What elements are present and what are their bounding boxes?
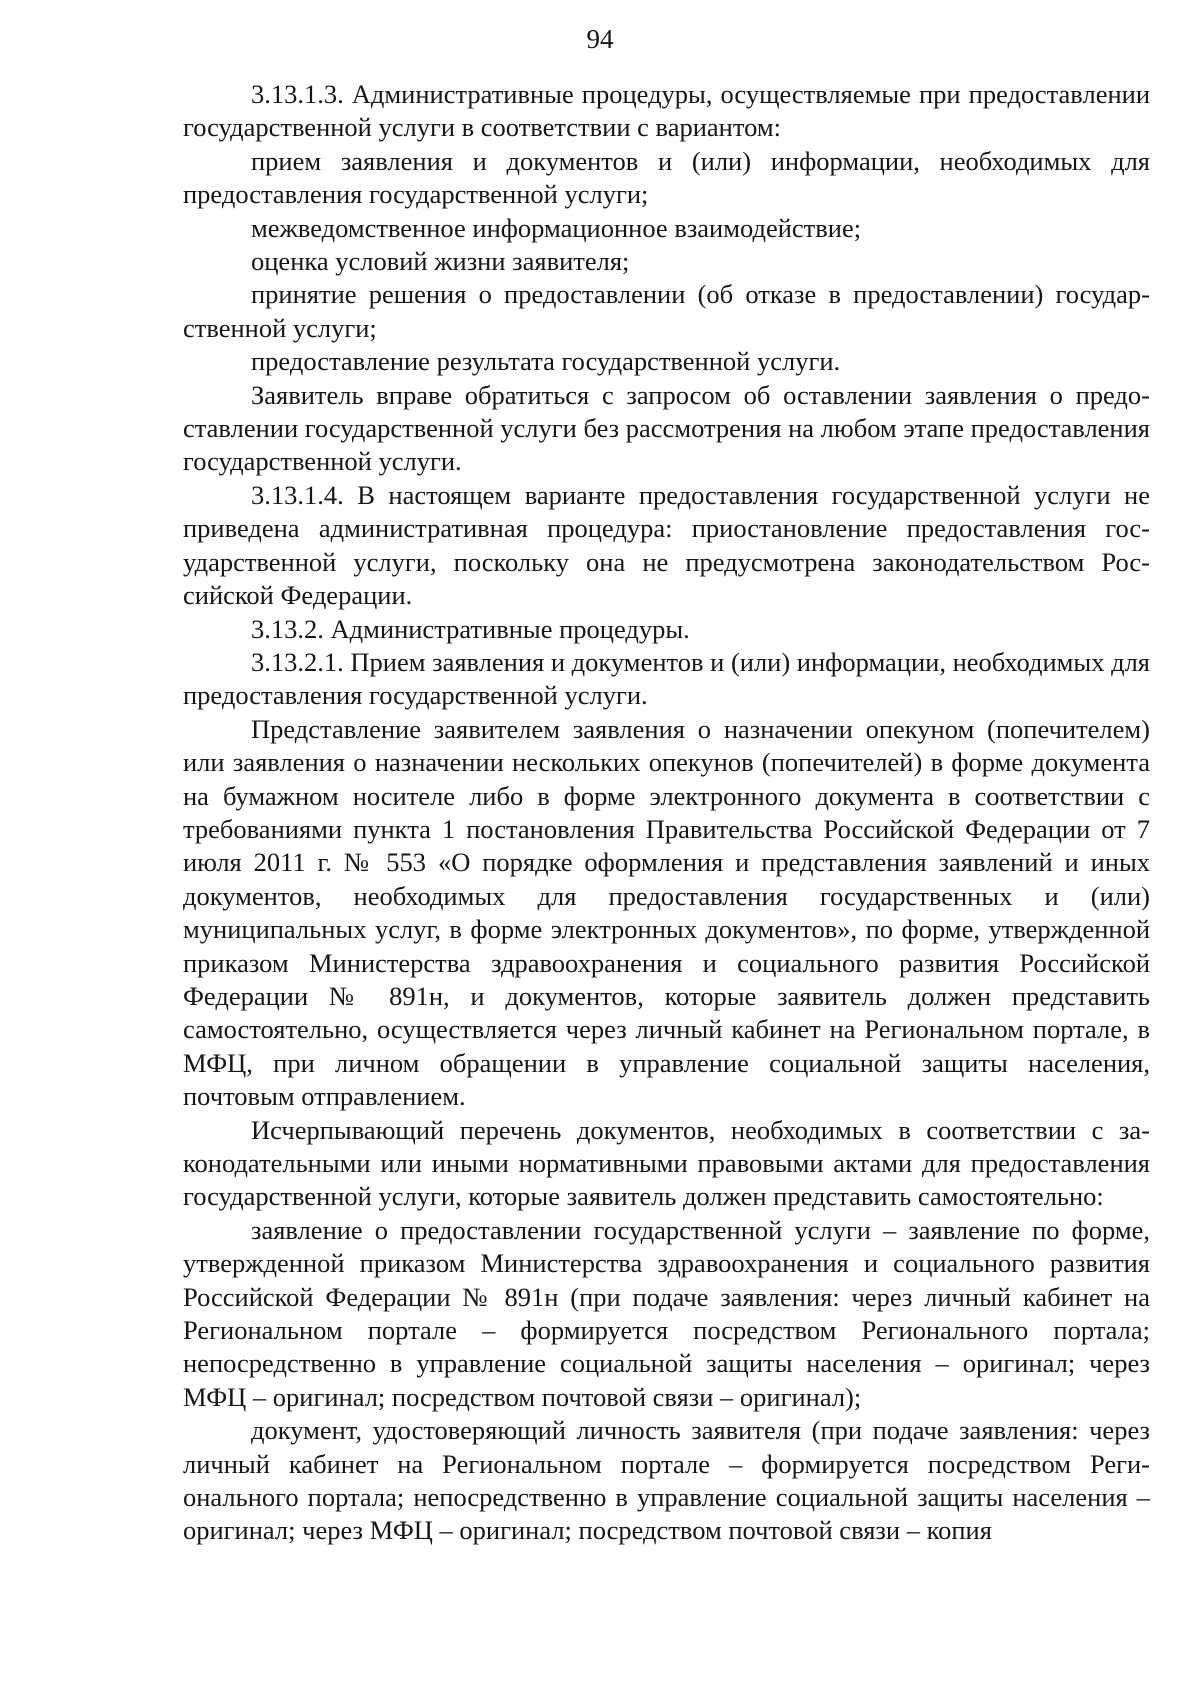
list-item-living-conditions: оценка условий жизни заявителя; xyxy=(251,246,630,277)
list-item-result: предоставление результата государственной услуги. xyxy=(251,346,841,377)
list-item-interagency-interaction: межведомственное информационное взаимодействие; xyxy=(251,212,862,243)
list-item-application-reception: прием заявления и документов и (или) информации, необходимых для предоставления государственной услуги; xyxy=(183,145,1150,210)
paragraph-3-13-1-3: 3.13.1.3. Административные процедуры, осуществляемые при предоставлении государственной услуги в соответствии с вариантом: xyxy=(183,79,1150,143)
paragraph-application-submission: Представление заявителем заявления о назначении опекуном (попечителем) или заявления о назначении нескольких опекунов (попечителей) в форме документа на бумажном носителе либо в форме электронного документа в соответствии с требованиями пункта 1 постановления Правительства Российской Федерации от 7 июля 2011 г. № 553 «О порядке оформления и представления заявлений и иных документов, необходимых для предоставления государственных и (или) муниципальных услуг, в форме электронных документов», по форме, утвержденной приказом Министерства здравоохранения и социального развития Российской Федерации № 891н, и документов, которые заявитель должен представить самостоятельно, осуществляется через личный кабинет на Региональном портале, в МФЦ, при личном обращении в управление социальной защиты населения, почтовым отправлением. xyxy=(183,713,1150,1112)
paragraph-3-13-1-4: 3.13.1.4. В настоящем варианте предоставления государственной услуги не приведена административная процедура: приостановление предоставления государственной услуги, поскольку она не предусмотрена законодательством Российской Федерации. xyxy=(183,479,1150,611)
list-item-decision: принятие решения о предоставлении (об отказе в предоставлении) государственной услуги; xyxy=(183,279,1150,343)
document-body xyxy=(183,78,1150,1548)
heading-3-13-2: 3.13.2. Административные процедуры. xyxy=(251,613,690,644)
paragraph-withdrawal-request: Заявитель вправе обратиться с запросом об оставлении заявления о предоставлении государственной услуги без рассмотрения на любом этапе предоставления государственной услуги. xyxy=(183,379,1150,477)
list-item-application-form: заявление о предоставлении государственной услуги – заявление по форме, утвержденной приказом Министерства здравоохранения и социального развития Российской Федерации № 891н (при подаче заявления: через личный кабинет на Региональном портале – формируется посредством Регионального портала; непосредственно в управление социальной защиты населения – оригинал; через МФЦ – оригинал; посредством почтовой связи – оригинал); xyxy=(183,1214,1150,1412)
paragraph-document-list-intro: Исчерпывающий перечень документов, необходимых в соответствии с законодательными или иными нормативными правовыми актами для предоставления государственной услуги, которые заявитель должен представить самостоятельно: xyxy=(183,1114,1150,1212)
page-number: 94 xyxy=(586,24,614,54)
list-item-identity-document: документ, удостоверяющий личность заявителя (при подаче заявления: через личный кабинет на Региональном портале – формируется посредством Регионального портала; непосредственно в управление социальной защиты населения – оригинал; через МФЦ – оригинал; посредством почтовой связи – копия xyxy=(183,1415,1150,1546)
paragraph-3-13-2-1: 3.13.2.1. Прием заявления и документов и (или) информации, необходимых для предоставления государственной услуги. xyxy=(183,646,1150,711)
